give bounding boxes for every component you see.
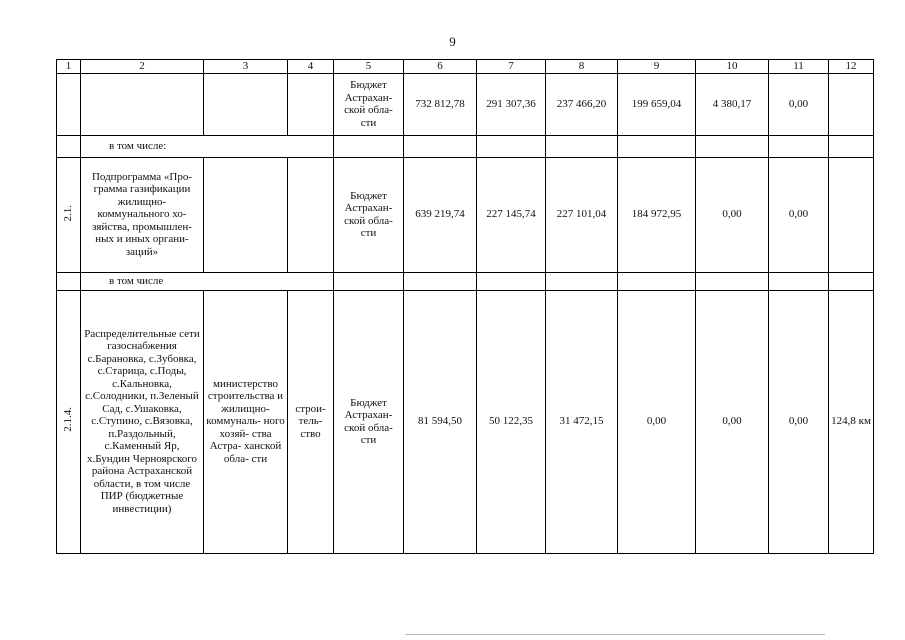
col-header-8: 8: [546, 60, 618, 74]
amount-year-5: 0,00: [769, 73, 829, 135]
col-header-5: 5: [334, 60, 404, 74]
amount-year-2: 31 472,15: [546, 290, 618, 553]
col-header-9: 9: [618, 60, 696, 74]
budget-table: [56, 59, 874, 554]
amount-year-4: 4 380,17: [696, 73, 769, 135]
amount-year-4: 0,00: [696, 290, 769, 553]
col-header-11: 11: [769, 60, 829, 74]
page-number: 9: [449, 34, 456, 49]
program-row: [57, 157, 874, 272]
item-row: [57, 290, 874, 553]
amount-year-3: 199 659,04: [618, 73, 696, 135]
item-name: Распределительные сети газоснабжения с.Барановка, с.Зубовка, с.Старица, с.Поды, с.Кальновка, с.Солодники, п.Зеленый Сад, с.Ушаковка, с.Ступино, с.Вязовка, п.Раздольный, с.Каменный Яр, х.Бундин Черноярского района Астраханской области, в том числе ПИР (бюджетные инвестиции): [81, 290, 204, 553]
program-name: Подпрограмма «Про- грамма газификации жилищно- коммунального хо- зяйства, промышлен- ных и иных органи- заций»: [81, 157, 204, 272]
amount-year-5: 0,00: [769, 290, 829, 553]
item-number: 2.1.4.: [62, 407, 75, 433]
funding-source: Бюджет Астрахан- ской обла- сти: [334, 290, 404, 553]
col-header-4: 4: [288, 60, 334, 74]
col-header-1: 1: [57, 60, 81, 74]
amount-total: 732 812,78: [404, 73, 477, 135]
subheading-row: [57, 135, 874, 157]
col-header-10: 10: [696, 60, 769, 74]
amount-year-1: 227 145,74: [477, 157, 546, 272]
amount-year-4: 0,00: [696, 157, 769, 272]
amount-total: 81 594,50: [404, 290, 477, 553]
amount-year-2: 237 466,20: [546, 73, 618, 135]
amount-total: 639 219,74: [404, 157, 477, 272]
header-row: [57, 60, 874, 74]
subheading-text: в том числе: [81, 272, 334, 290]
amount-year-3: 184 972,95: [618, 157, 696, 272]
work-type: строи- тель- ство: [288, 290, 334, 553]
col-header-6: 6: [404, 60, 477, 74]
col-header-7: 7: [477, 60, 546, 74]
col-header-12: 12: [829, 60, 874, 74]
col-header-3: 3: [204, 60, 288, 74]
subheading-text: в том числе:: [81, 135, 334, 157]
scan-artifact-line: [405, 634, 825, 635]
total-row: [57, 73, 874, 135]
amount-year-1: 291 307,36: [477, 73, 546, 135]
program-number: 2.1.: [62, 204, 75, 221]
result-indicator: 124,8 км: [829, 290, 874, 553]
executor: министерство строительства и жилищно- коммуналь- ного хозяй- ства Астра- ханской обла- сти: [204, 290, 288, 553]
col-header-2: 2: [81, 60, 204, 74]
funding-source: Бюджет Астрахан- ской обла- сти: [334, 157, 404, 272]
subheading-row: [57, 272, 874, 290]
amount-year-2: 227 101,04: [546, 157, 618, 272]
amount-year-5: 0,00: [769, 157, 829, 272]
funding-source: Бюджет Астрахан- ской обла- сти: [334, 73, 404, 135]
amount-year-1: 50 122,35: [477, 290, 546, 553]
amount-year-3: 0,00: [618, 290, 696, 553]
